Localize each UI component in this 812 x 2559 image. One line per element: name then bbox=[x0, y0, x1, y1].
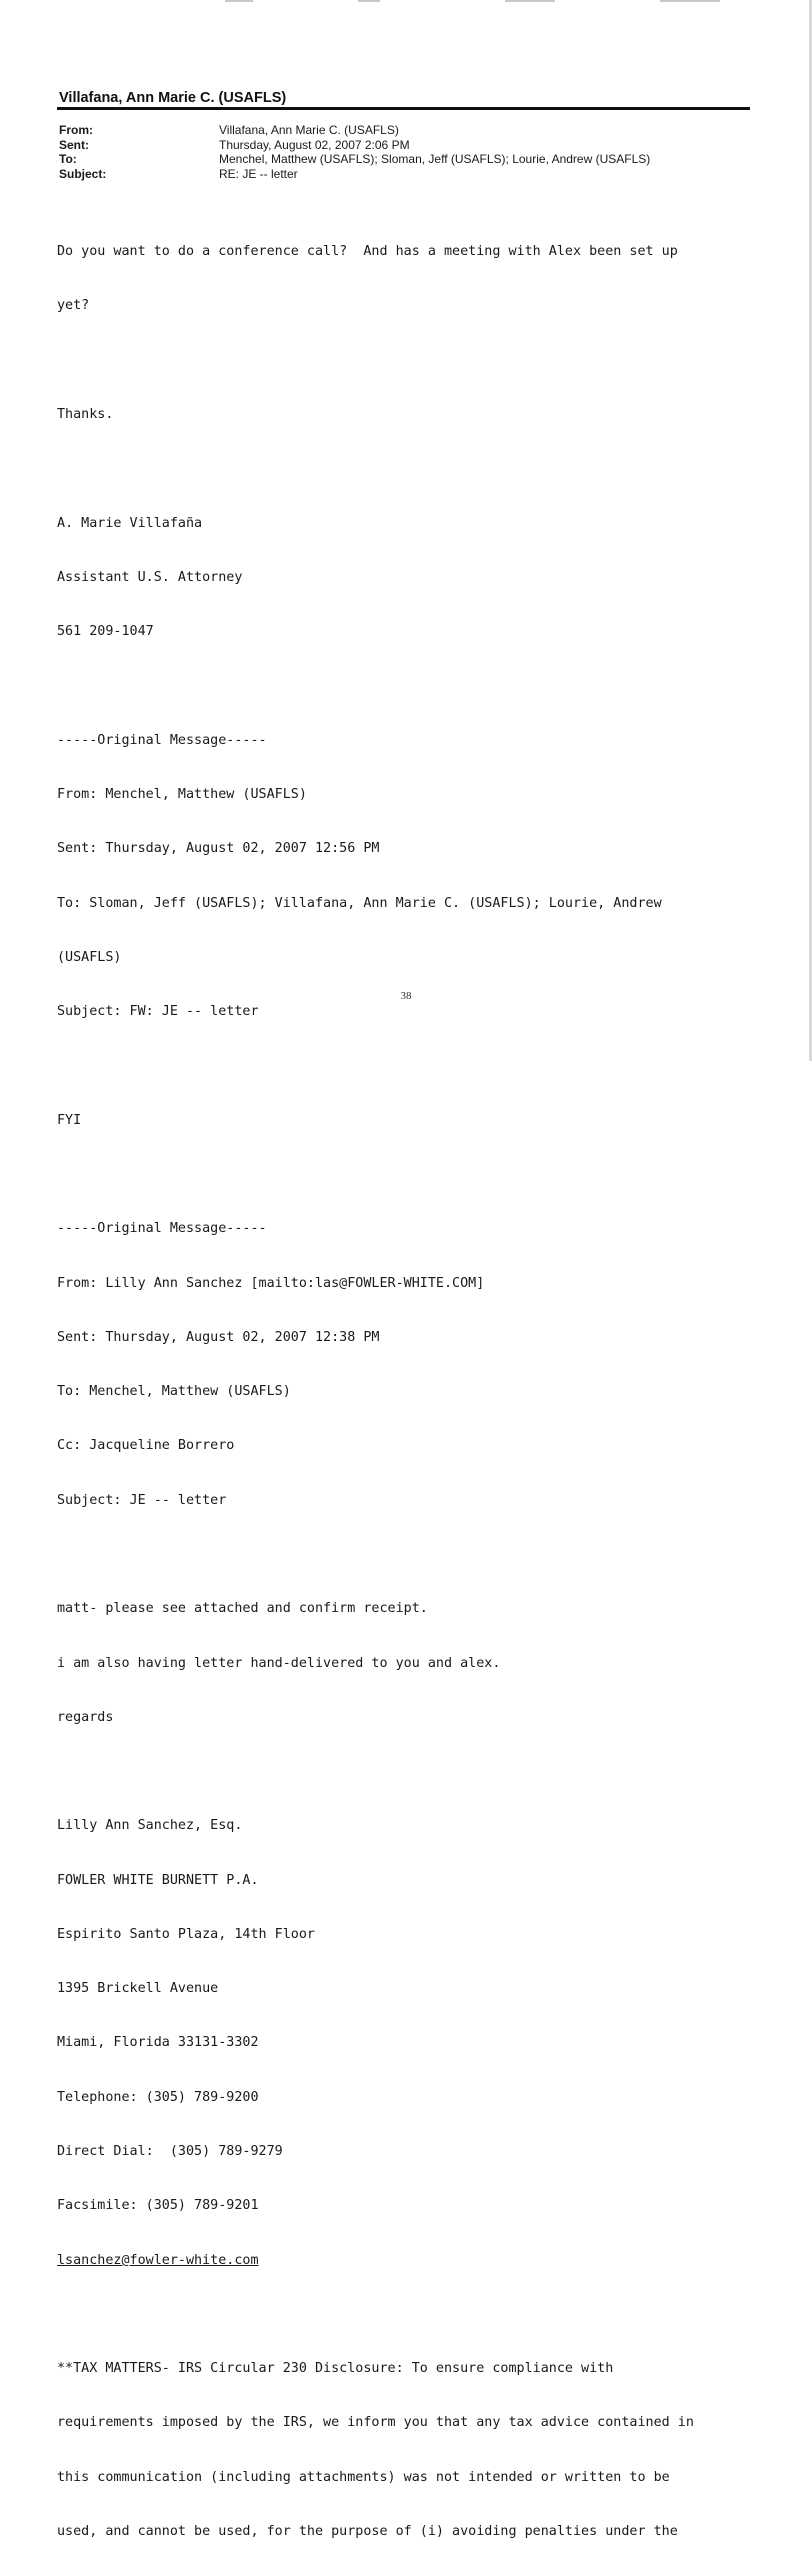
original-from: From: Lilly Ann Sanchez [mailto:las@FOWLER-WHITE.COM] bbox=[57, 1275, 485, 1291]
forward-to-cont: (USAFLS) bbox=[57, 949, 122, 965]
original-sent: Sent: Thursday, August 02, 2007 12:38 PM bbox=[57, 1329, 380, 1345]
subject-label: Subject: bbox=[59, 166, 107, 181]
disclaimer-line: used, and cannot be used, for the purpose of (i) avoiding penalties under the bbox=[57, 2524, 678, 2539]
disclaimer-line: requirements imposed by the IRS, we inform you that any tax advice contained in bbox=[57, 2415, 694, 2431]
sender-telephone: Telephone: (305) 789-9200 bbox=[57, 2089, 259, 2105]
scan-top-marks bbox=[0, 0, 812, 4]
body-line bbox=[57, 1057, 797, 1075]
original-message-separator: -----Original Message----- bbox=[57, 1221, 267, 1237]
body-line bbox=[57, 1166, 797, 1184]
from-field-row bbox=[59, 123, 650, 138]
sent-field-row bbox=[59, 138, 650, 153]
page-number: 38 bbox=[400, 990, 412, 1002]
signature-name: A. Marie Villafaña bbox=[57, 515, 203, 531]
to-value: Menchel, Matthew (USAFLS); Sloman, Jeff (USAFLS); Lourie, Andrew (USAFLS) bbox=[219, 152, 651, 166]
sender-facsimile: Facsimile: (305) 789-9201 bbox=[57, 2198, 259, 2214]
body-line bbox=[57, 1763, 797, 1781]
forward-from: From: Menchel, Matthew (USAFLS) bbox=[57, 787, 307, 802]
from-label: From: bbox=[59, 123, 93, 137]
body-line: Do you want to do a conference call? And has a meeting with Alex been set up bbox=[57, 244, 678, 260]
signature-title: Assistant U.S. Attorney bbox=[57, 569, 243, 585]
message-line: regards bbox=[57, 1709, 114, 1725]
sender-direct-dial: Direct Dial: (305) 789-9279 bbox=[57, 2144, 283, 2160]
original-subject: Subject: JE -- letter bbox=[57, 1492, 227, 1508]
header-divider bbox=[57, 107, 750, 110]
body-line bbox=[57, 2306, 797, 2324]
disclaimer-line: **TAX MATTERS- IRS Circular 230 Disclosure: To ensure compliance with bbox=[57, 2361, 614, 2377]
sent-label: Sent: bbox=[59, 137, 89, 152]
original-cc: Cc: Jacqueline Borrero bbox=[57, 1438, 235, 1454]
body-line: yet? bbox=[57, 298, 90, 314]
sender-address: 1395 Brickell Avenue bbox=[57, 1981, 219, 1997]
original-to: To: Menchel, Matthew (USAFLS) bbox=[57, 1384, 291, 1400]
email-header-fields bbox=[59, 123, 650, 181]
body-line bbox=[57, 1546, 797, 1564]
sender-signature-name: Lilly Ann Sanchez, Esq. bbox=[57, 1818, 243, 1834]
body-line bbox=[57, 677, 797, 695]
sender-address: Miami, Florida 33131-3302 bbox=[57, 2035, 259, 2051]
sender-firm: FOWLER WHITE BURNETT P.A. bbox=[57, 1872, 259, 1888]
sent-value: Thursday, August 02, 2007 2:06 PM bbox=[219, 137, 410, 152]
fyi-note: FYI bbox=[57, 1112, 82, 1128]
forward-to: To: Sloman, Jeff (USAFLS); Villafana, Ann Marie C. (USAFLS); Lourie, Andrew bbox=[57, 895, 662, 911]
sender-address: Espirito Santo Plaza, 14th Floor bbox=[57, 1926, 315, 1942]
original-message-separator: -----Original Message----- bbox=[57, 732, 267, 748]
body-line: Thanks. bbox=[57, 407, 114, 423]
sender-email-link[interactable]: lsanchez@fowler-white.com bbox=[57, 2252, 259, 2268]
message-line: i am also having letter hand-delivered to you and alex. bbox=[57, 1655, 501, 1671]
email-header-title: Villafana, Ann Marie C. (USAFLS) bbox=[59, 90, 287, 106]
from-value: Villafana, Ann Marie C. (USAFLS) bbox=[219, 123, 399, 137]
signature-phone: 561 209-1047 bbox=[57, 624, 154, 640]
to-field-row bbox=[59, 152, 650, 167]
forward-subject: Subject: FW: JE -- letter bbox=[57, 1004, 259, 1020]
to-label: To: bbox=[59, 152, 77, 166]
email-body bbox=[57, 207, 797, 2559]
message-line: matt- please see attached and confirm receipt. bbox=[57, 1601, 428, 1617]
subject-field-row bbox=[59, 167, 650, 182]
body-line bbox=[57, 460, 797, 478]
forward-sent: Sent: Thursday, August 02, 2007 12:56 PM bbox=[57, 841, 380, 857]
body-line bbox=[57, 352, 797, 370]
subject-value: RE: JE -- letter bbox=[219, 166, 298, 181]
disclaimer-line: this communication (including attachments) was not intended or written to be bbox=[57, 2469, 670, 2485]
